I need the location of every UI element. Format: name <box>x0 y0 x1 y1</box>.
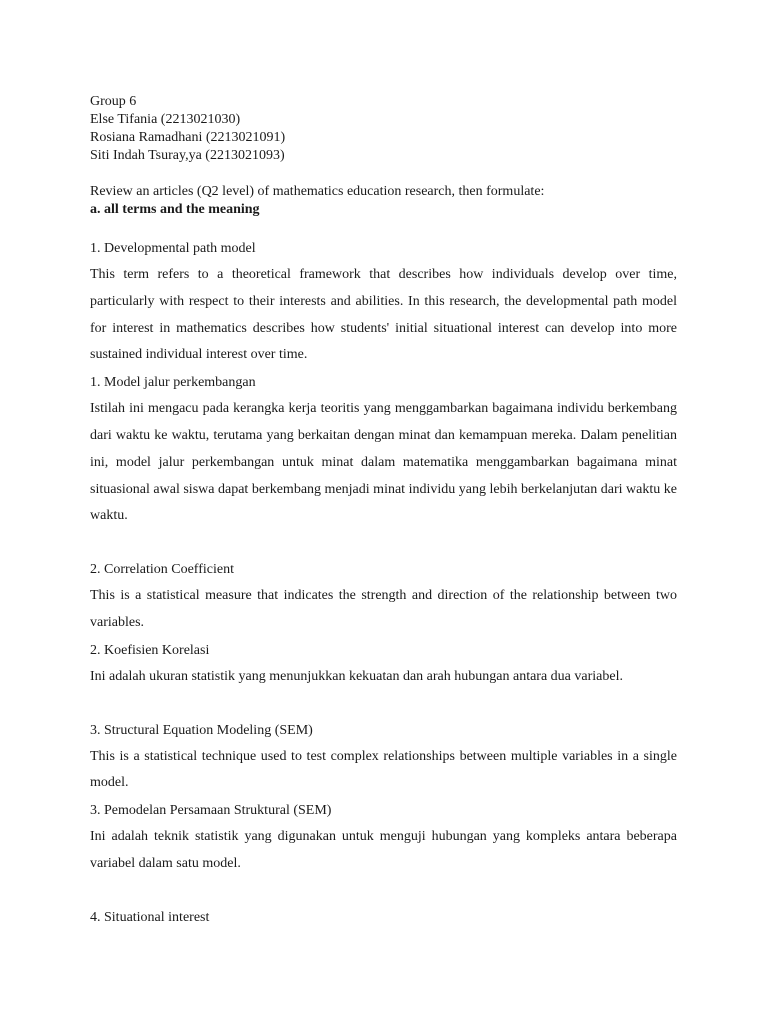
term-title-english: 4. Situational interest <box>90 909 210 925</box>
term-title-indonesian: 1. Model jalur perkembangan <box>90 375 256 391</box>
term-definition-indonesian: Ini adalah ukuran statistik yang menunjukkan kekuatan dan arah hubungan antara dua variabel. <box>90 668 623 684</box>
spacer <box>90 878 677 904</box>
term-section <box>90 556 677 690</box>
spacer <box>90 530 677 556</box>
document-content <box>90 93 677 931</box>
term-title-indonesian: 3. Pemodelan Persamaan Struktural (SEM) <box>90 803 332 819</box>
term-definition-english: This is a statistical measure that indicates the strength and direction of the relationship between two variables. <box>90 588 677 630</box>
term-definition-indonesian: Ini adalah teknik statistik yang digunakan untuk menguji hubungan yang kompleks antara beberapa variabel dalam satu model. <box>90 829 677 871</box>
term-definition-english: This is a statistical technique used to test complex relationships between multiple variables in a single model. <box>90 748 677 791</box>
spacer <box>90 691 677 717</box>
assignment-prompt: Review an articles (Q2 level) of mathematics education research, then formulate: <box>90 184 545 199</box>
term-title-indonesian: 2. Koefisien Korelasi <box>90 642 210 658</box>
member-name: Rosiana Ramadhani (2213021091) <box>90 130 286 145</box>
member-name: Siti Indah Tsuray,ya (2213021093) <box>90 148 285 163</box>
section-heading: a. all terms and the meaning <box>90 202 260 217</box>
term-section <box>90 717 677 878</box>
term-definition-indonesian: Istilah ini mengacu pada kerangka kerja teoritis yang menggambarkan bagaimana individu berkembang dari waktu ke waktu, terutama yang berkaitan dengan minat dan kemampuan mereka. Dalam penelitian ini, model jalur perkembangan untuk minat dalam matematika menggambarkan bagaimana minat situasional awal siswa dapat berkembang menjadi minat individu yang lebih berkelanjutan dari waktu ke waktu. <box>90 401 677 524</box>
term-title-english: 1. Developmental path model <box>90 241 256 256</box>
group-label: Group 6 <box>90 94 137 109</box>
member-name: Else Tifania (2213021030) <box>90 112 241 127</box>
term-title-english: 3. Structural Equation Modeling (SEM) <box>90 722 313 738</box>
term-section <box>90 235 677 530</box>
term-title-english: 2. Correlation Coefficient <box>90 562 234 578</box>
term-section <box>90 904 677 931</box>
term-definition-english: This term refers to a theoretical framework that describes how individuals develop over time, particularly with respect to their interests and abilities. In this research, the developmental path model for interest in mathematics describes how students' initial situational interest can develop into more sustained individual interest over time. <box>90 267 677 363</box>
